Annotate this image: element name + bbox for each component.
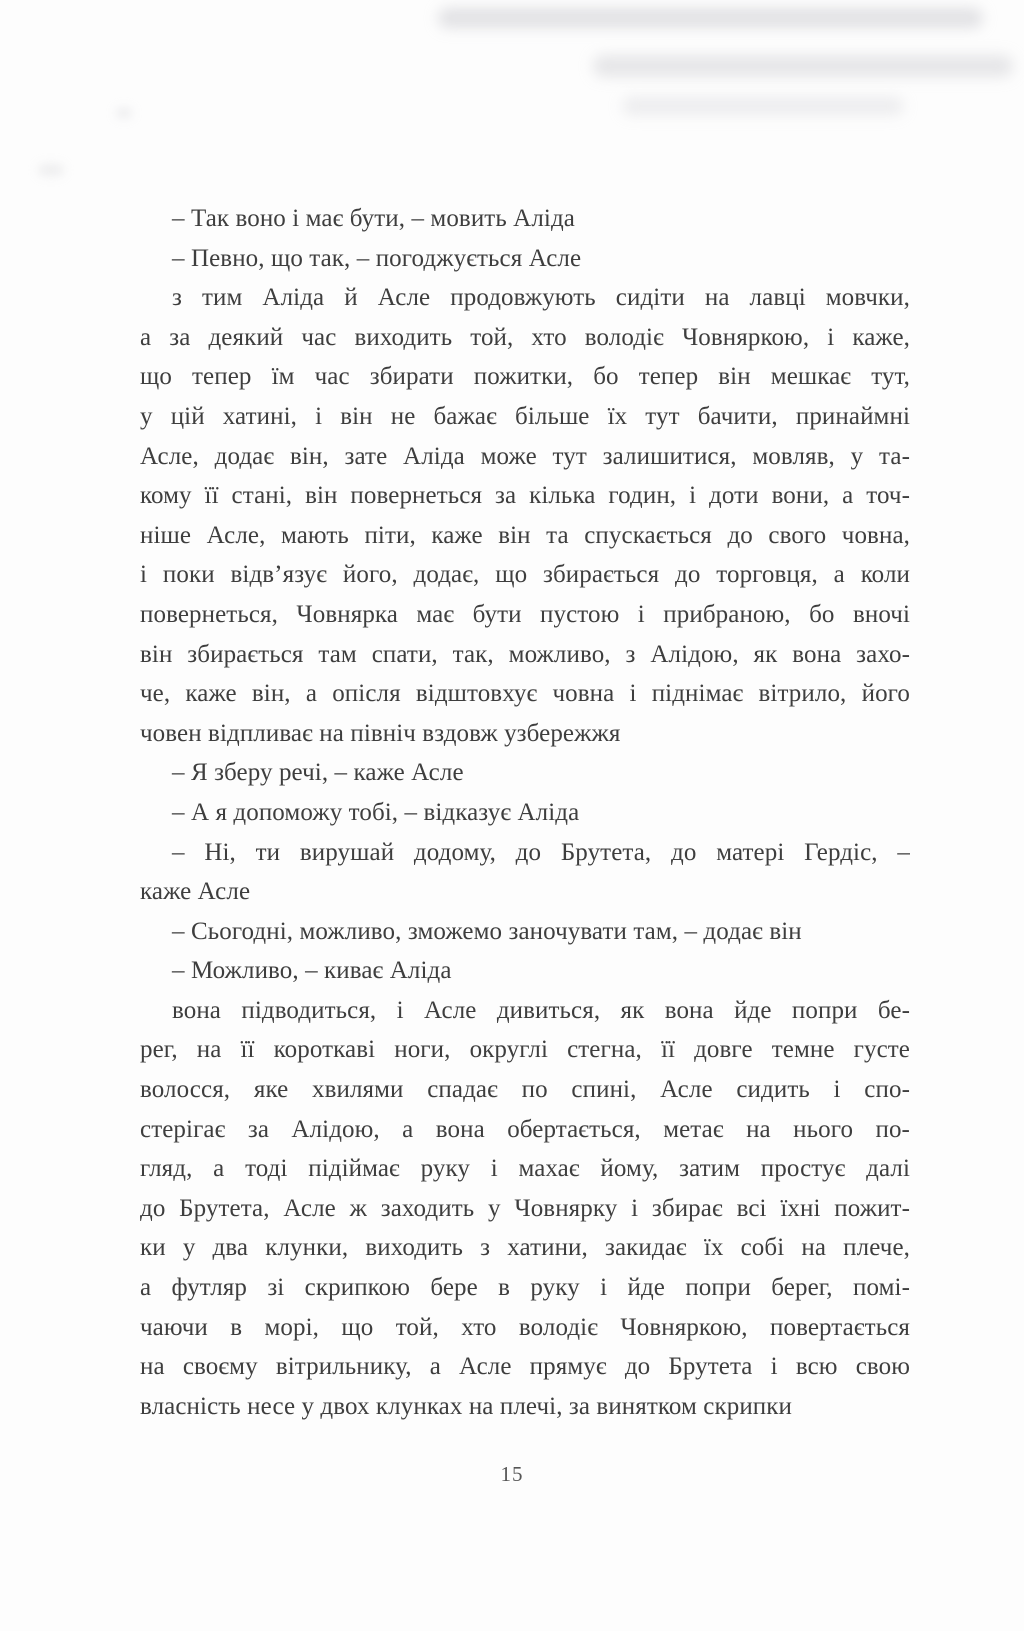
page-number: 15 [500,1462,524,1486]
text-line: і поки відв’язує його, додає, що збирається до торговця, а коли [140,561,910,589]
dialogue-paragraph [140,793,910,833]
dialogue-paragraph [140,753,910,793]
text-line: волосся, яке хвилями спадає по спині, Асле сидить і спо- [140,1076,910,1104]
text-line: власність несе у двох клунках на плечі, за винятком скрипки [140,1392,793,1420]
text-line: – Можливо, – киває Аліда [172,957,452,985]
text-line: Асле, додає він, зате Аліда може тут залишитися, мовляв, у та- [140,442,910,470]
text-line: стерігає за Алідою, а вона обертається, метає на нього по- [140,1115,910,1143]
text-line: рег, на її короткаві ноги, округлі стегна, її довге темне густе [140,1036,910,1064]
text-line: човен відпливає на північ вздовж узбережжя [140,719,621,747]
scan-smudge [622,97,904,115]
text-line: у цій хатині, і він не бажає більше їх тут бачити, принаймні [140,402,910,430]
text-line: – Я зберу речі, – каже Асле [172,759,464,787]
text-line: чаючи в морі, що той, хто володіє Човняркою, повертається [140,1313,910,1341]
text-line: кому її стані, він повернеться за кілька годин, і доти вони, а точ- [140,482,910,510]
text-line: – Сьогодні, можливо, зможемо заночувати там, – додає він [172,917,802,945]
page-text [140,199,910,1426]
text-line: – Певно, що так, – погоджується Асле [172,244,582,272]
text-line: – Ні, ти вирушай додому, до Брутета, до матері Гердіс, – [172,838,910,866]
dialogue-paragraph [140,951,910,991]
text-line: – Так воно і має бути, – мовить Аліда [172,205,575,232]
text-line: а футляр зі скрипкою бере в руку і йде попри берег, помі- [140,1274,910,1302]
dialogue-paragraph [140,239,910,279]
prose-paragraph [140,278,910,753]
text-line: вона підводиться, і Асле дивиться, як вона йде попри бе- [172,996,910,1024]
text-line: гляд, а тоді підіймає руку і махає йому, затим простує далі [140,1155,910,1183]
text-line: що тепер їм час збирати пожитки, бо тепер він мешкає тут, [140,363,910,391]
text-line: він збирається там спати, так, можливо, з Алідою, як вона захо- [140,640,910,668]
text-line: ки у два клунки, виходить з хатини, закидає їх собі на плече, [140,1234,910,1262]
dialogue-paragraph [140,833,910,912]
text-line: на своєму вітрильнику, а Асле прямує до Брутета і всю свою [140,1353,910,1381]
text-line: ніше Асле, мають піти, каже він та спускається до свого човна, [140,521,910,549]
text-line: повернеться, Човнярка має бути пустою і прибраною, бо вночі [140,600,910,628]
text-line: че, каже він, а опісля відштовхує човна і піднімає вітрило, його [140,680,910,708]
scan-smudge [38,164,64,176]
dialogue-paragraph [140,199,910,239]
scan-smudge [593,55,1013,77]
scan-smudge [438,8,983,28]
text-line: з тим Аліда й Асле продовжують сидіти на лавці мовчки, [172,284,910,312]
text-line: до Брутета, Асле ж заходить у Човнярку і збирає всі їхні пожит- [140,1194,910,1222]
text-line: а за деякий час виходить той, хто володіє Човняркою, і каже, [140,323,910,351]
prose-paragraph [140,991,910,1427]
text-line: – А я допоможу тобі, – відказує Аліда [172,798,580,826]
scan-smudge [116,108,132,118]
dialogue-paragraph [140,912,910,952]
text-line: каже Асле [140,878,251,906]
